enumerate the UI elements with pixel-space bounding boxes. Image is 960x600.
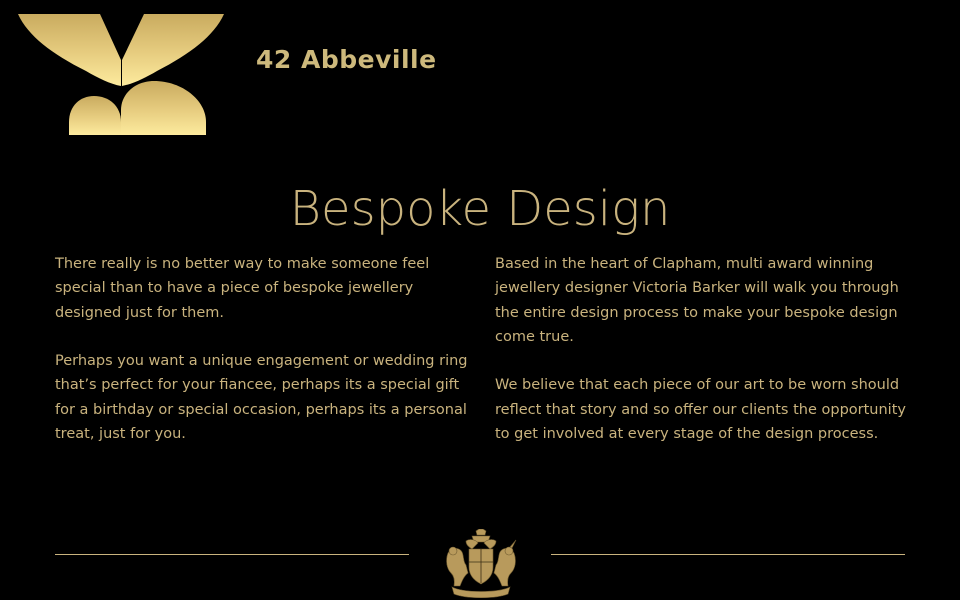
- intro-paragraph: We believe that each piece of our art to be worn should reflect that story and so offer our clients the opportunity to get involved at every stage of the design process.: [495, 377, 906, 443]
- royal-crest-icon: [442, 529, 520, 600]
- brand-name[interactable]: 42 Abbeville: [256, 45, 437, 74]
- brand-logo-icon[interactable]: [18, 14, 224, 135]
- intro-paragraph: Perhaps you want a unique engagement or wedding ring that’s perfect for your fiancee, perhaps its a special gift for a birthday or special occasion, perhaps its a personal treat, just for you.: [55, 353, 468, 443]
- intro-paragraph: There really is no better way to make someone feel special than to have a piece of bespoke jewellery designed just for them.: [55, 256, 430, 321]
- footer-divider-right: [551, 554, 905, 555]
- intro-paragraph: Based in the heart of Clapham, multi award winning jewellery designer Victoria Barker will walk you through the entire design process to make your bespoke design come true.: [495, 256, 899, 345]
- intro-left-column: [55, 252, 473, 471]
- footer-divider-left: [55, 554, 409, 555]
- page-title: Bespoke Design: [289, 181, 671, 237]
- intro-right-column: [495, 252, 910, 471]
